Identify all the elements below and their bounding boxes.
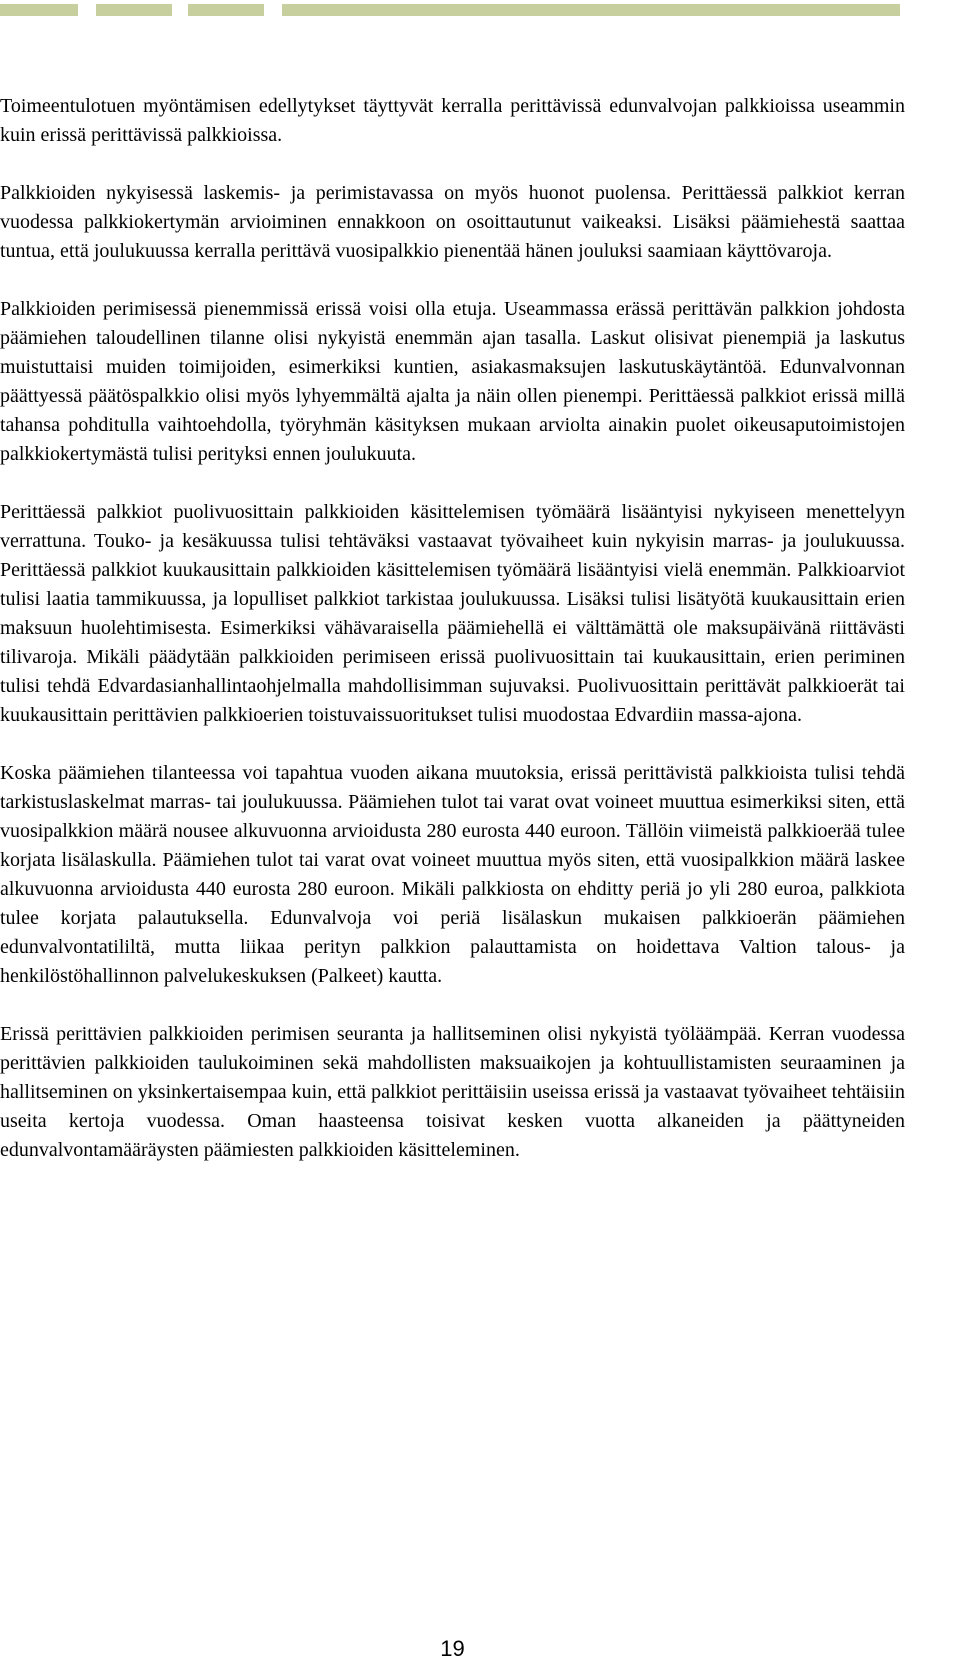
- header-band-segment: [188, 4, 264, 16]
- body-paragraph: Palkkioiden nykyisessä laskemis- ja perimistavassa on myös huonot puolensa. Perittäessä palkkiot kerran vuodessa palkkiokertymän arvioiminen ennakkoon on osoittautunut vaikeaksi. Lisäksi päämiehestä saattaa tuntua, että joulukuussa kerralla perittävä vuosipalkkio pienentää hänen jouluksi saamiaan käyttövaroja.: [0, 182, 905, 262]
- header-band-segment: [282, 4, 900, 16]
- header-band-segment: [0, 4, 78, 16]
- body-paragraph: Perittäessä palkkiot puolivuosittain palkkioiden käsittelemisen työmäärä lisääntyisi nykyiseen menettelyyn verrattuna. Touko- ja kesäkuussa tulisi tehtäväksi vastaavat työvaiheet kuin nykyisin marras- ja joulukuussa. Perittäessä palkkiot kuukausittain palkkioiden käsittelemisen työmäärä lisääntyisi vielä enemmän. Palkkioarviot tulisi laatia tammikuussa, ja lopulliset palkkiot tarkistaa joulukuussa. Lisäksi tulisi lisätyötä kuukausittain erien maksuun huolehtimisesta. Esimerkiksi vähävaraisella päämiehellä ei välttämättä ole maksupäivänä riittävästi tilivaroja. Mikäli päädytään palkkioiden perimiseen erissä puolivuosittain tai kuukausittain, erien periminen tulisi tehdä Edvardasianhallintaohjelmalla mahdollisimman sujuvaksi. Puolivuosittain perittävät palkkioerät tai kuukausittain perittävien palkkioerien toistuvaissuoritukset tulisi muodostaa Edvardiin massa-ajona.: [0, 501, 905, 726]
- body-paragraph: Toimeentulotuen myöntämisen edellytykset täyttyvät kerralla perittävissä edunvalvojan palkkioissa useammin kuin erissä perittävissä palkkioissa.: [0, 95, 905, 146]
- body-paragraph: Erissä perittävien palkkioiden perimisen seuranta ja hallitseminen olisi nykyistä työläämpää. Kerran vuodessa perittävien palkkioiden taulukoiminen sekä mahdollisten maksuaikojen ja kohtuullistamisten seuraaminen ja hallitseminen on yksinkertaisempaa kuin, että palkkiot perittäisiin useissa erissä ja vastaavat työvaiheet tehtäisiin useita kertoja vuodessa. Oman haasteensa toisivat kesken vuotta alkaneiden ja päättyneiden edunvalvontamääräysten päämiesten palkkioiden käsitteleminen.: [0, 1023, 905, 1161]
- body-paragraph: Koska päämiehen tilanteessa voi tapahtua vuoden aikana muutoksia, erissä perittävistä palkkioista tulisi tehdä tarkistuslaskelmat marras- tai joulukuussa. Päämiehen tulot tai varat ovat voineet muuttua esimerkiksi siten, että vuosipalkkion määrä nousee alkuvuonna arvioidusta 280 eurosta 440 euroon. Tällöin viimeistä palkkioerää tulee korjata lisälaskulla. Päämiehen tulot tai varat ovat voineet muuttua myös siten, että vuosipalkkion määrä laskee alkuvuonna arvioidusta 440 eurosta 280 euroon. Mikäli palkkiosta on ehditty periä jo yli 280 euroa, palkkiota tulee korjata palautuksella. Edunvalvoja voi periä lisälaskun mukaisen palkkioerän päämiehen edunvalvontatililtä, mutta liikaa perityn palkkion palauttamista on hoidettava Valtion talous- ja henkilöstöhallinnon palvelukeskuksen (Palkeet) kautta.: [0, 762, 905, 987]
- header-decorative-band: [0, 4, 960, 16]
- document-body: [0, 92, 905, 1194]
- page-number: 19: [440, 1636, 465, 1661]
- header-band-segment: [96, 4, 172, 16]
- body-paragraph: Palkkioiden perimisessä pienemmissä erissä voisi olla etuja. Useammassa erässä perittävän palkkion johdosta päämiehen taloudellinen tilanne olisi nykyistä enemmän ajan tasalla. Laskut olisivat pienempiä ja laskutus muistuttaisi muiden toimijoiden, esimerkiksi kuntien, asiakasmaksujen laskutuskäytäntöä. Edunvalvonnan päättyessä päätöspalkkio olisi myös lyhyemmältä ajalta ja näin ollen pienempi. Perittäessä palkkiot erissä millä tahansa pohditulla vaihtoehdolla, työryhmän käsityksen mukaan arviolta ainakin puolet oikeusaputoimistojen palkkiokertymästä tulisi perityksi ennen joulukuuta.: [0, 298, 905, 465]
